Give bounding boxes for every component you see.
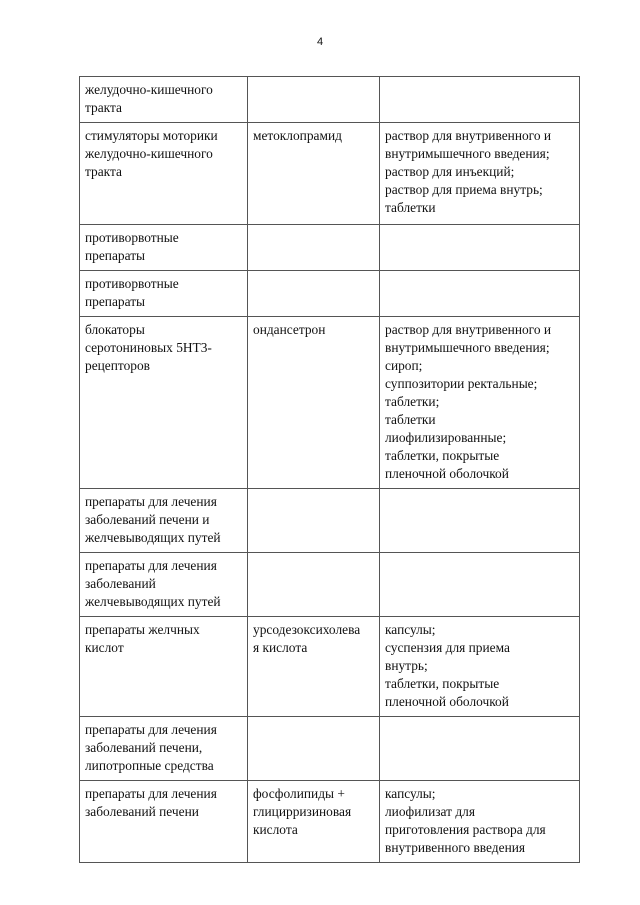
table-row (80, 225, 580, 271)
page-number: 4 (316, 36, 324, 48)
dosage-forms-cell (380, 271, 580, 317)
table-row (80, 781, 580, 863)
active-substance-cell (248, 271, 380, 317)
dosage-forms-cell (380, 489, 580, 553)
table-row (80, 77, 580, 123)
active-substance-cell (248, 489, 380, 553)
active-substance-cell (248, 717, 380, 781)
active-substance-cell: метоклопрамид (248, 123, 380, 225)
pharmacological-group-cell: препараты для лечения заболеваний печени (80, 781, 248, 863)
dosage-forms-cell (380, 717, 580, 781)
pharmacological-group-cell: блокаторы серотониновых 5НТ3- рецепторов (80, 317, 248, 489)
dosage-forms-cell: капсулы; суспензия для приема внутрь; таблетки, покрытые пленочной оболочкой (380, 617, 580, 717)
active-substance-cell: урсодезоксихолева я кислота (248, 617, 380, 717)
active-substance-cell (248, 225, 380, 271)
pharmacological-group-cell: препараты для лечения заболеваний желчевыводящих путей (80, 553, 248, 617)
dosage-forms-cell: раствор для внутривенного и внутримышечного введения; раствор для инъекций; раствор для приема внутрь; таблетки (380, 123, 580, 225)
dosage-forms-cell: капсулы; лиофилизат для приготовления раствора для внутривенного введения (380, 781, 580, 863)
pharmacological-group-cell: противорвотные препараты (80, 225, 248, 271)
table-row (80, 271, 580, 317)
active-substance-cell: фосфолипиды + глицирризиновая кислота (248, 781, 380, 863)
active-substance-cell (248, 77, 380, 123)
table-row (80, 617, 580, 717)
drug-table (79, 76, 580, 863)
dosage-forms-cell (380, 77, 580, 123)
active-substance-cell: ондансетрон (248, 317, 380, 489)
table-row (80, 489, 580, 553)
pharmacological-group-cell: препараты для лечения заболеваний печени и желчевыводящих путей (80, 489, 248, 553)
pharmacological-group-cell: стимуляторы моторики желудочно-кишечного тракта (80, 123, 248, 225)
table-row (80, 123, 580, 225)
pharmacological-group-cell: препараты для лечения заболеваний печени, липотропные средства (80, 717, 248, 781)
table-row (80, 317, 580, 489)
table-row (80, 717, 580, 781)
dosage-forms-cell (380, 553, 580, 617)
table-row (80, 553, 580, 617)
pharmacological-group-cell: желудочно-кишечного тракта (80, 77, 248, 123)
dosage-forms-cell: раствор для внутривенного и внутримышечного введения; сироп; суппозитории ректальные; таблетки; таблетки лиофилизированные; таблетки, покрытые пленочной оболочкой (380, 317, 580, 489)
pharmacological-group-cell: препараты желчных кислот (80, 617, 248, 717)
pharmacological-group-cell: противорвотные препараты (80, 271, 248, 317)
dosage-forms-cell (380, 225, 580, 271)
active-substance-cell (248, 553, 380, 617)
